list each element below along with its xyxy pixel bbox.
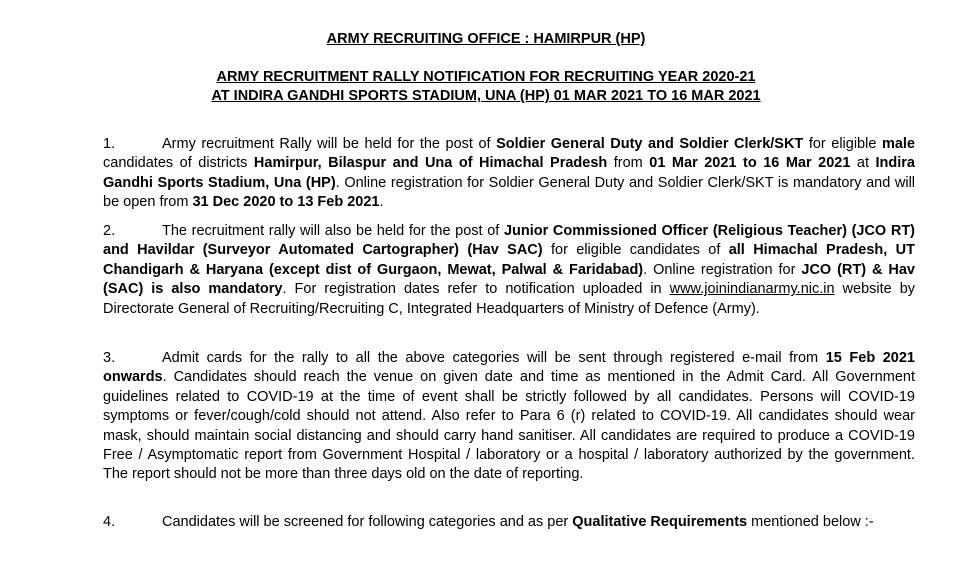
text-run: from [607, 155, 650, 172]
notification-title-line1: ARMY RECRUITMENT RALLY NOTIFICATION FOR RECRUITING YEAR 2020-21 [216, 69, 756, 85]
notification-title-line2: AT INDIRA GANDHI SPORTS STADIUM, UNA (HP) 01 MAR 2021 TO 16 MAR 2021 [211, 88, 761, 104]
text-run: for eligible [803, 136, 882, 152]
bold-text-run: 31 Dec 2020 to 13 Feb 2021 [192, 194, 380, 211]
text-run: Candidates will be screened for following categories and as per [162, 514, 573, 530]
paragraph-2 [103, 222, 915, 319]
bold-text-run: Hamirpur, Bilaspur and Una of Himachal Pradesh [253, 155, 608, 172]
text-run: . Candidates should reach the venue on given date and time as mentioned in the Admit Card. All Government guidelines related to COVID-19 at the time of event shall be strictly followed by all candidates. Persons will COVID-19 symptoms or fever/cough/cold should not attend. Also refer to Para 6 (r) related to COVID-19. All candidates should wear mask, should maintain social distancing and should carry hand sanitiser. All candidates are required to produce a COVID-19 Free / Asymptomatic report from Government Hospital / laboratory or a hospital / laboratory authorized by the government. The report should not be more than three days old on the date of reporting. [103, 369, 915, 483]
text-run: . For registration dates refer to notification uploaded in [282, 281, 670, 298]
bold-text-run: JCO (RT) & Hav (SAC) is also mandatory [103, 261, 915, 298]
bold-text-run: Qualitative Requirements [572, 514, 748, 530]
joinindianarmy-link[interactable]: www.joinindianarmy.nic.in [669, 281, 835, 298]
paragraph-number: 1. [103, 136, 116, 152]
paragraph-number: 4. [103, 514, 116, 530]
text-run: website by Directorate General of Recruiting/Recruiting C, Integrated Headquarters of Ministry of Defence (Army). [103, 281, 916, 317]
bold-text-run: male [881, 136, 915, 152]
office-title: ARMY RECRUITING OFFICE : HAMIRPUR (HP) [326, 31, 646, 47]
text-run: Army recruitment Rally will be held for the post of [162, 136, 497, 152]
bold-text-run: 15 Feb 2021 onwards [103, 350, 915, 386]
paragraph-3 [103, 349, 915, 485]
text-run: mentioned below :- [747, 514, 874, 530]
paragraph-4 [103, 513, 915, 532]
paragraph-number: 2. [103, 223, 116, 239]
paragraph-1 [103, 135, 915, 213]
bold-text-run: all Himachal Pradesh, UT Chandigarh & Haryana (except dist of Gurgaon, Mewat, Palwal & Faridabad) [103, 242, 915, 278]
text-run: Admit cards for the rally to all the above categories will be sent through registered e-mail from [162, 350, 826, 366]
bold-text-run: 01 Mar 2021 to 16 Mar 2021 [649, 155, 851, 172]
bold-text-run: Soldier General Duty and Soldier Clerk/SKT [496, 136, 804, 152]
bold-text-run: Junior Commissioned Officer (Religious Teacher) (JCO RT) and Havildar (Surveyor Automated Cartographer) (Hav SAC) [103, 223, 916, 259]
text-run: . [379, 194, 384, 211]
text-run: at [850, 155, 876, 172]
paragraph-number: 3. [103, 350, 116, 366]
text-run: . Online registration for Soldier General Duty and Soldier Clerk/SKT is mandatory and will be open from [103, 174, 916, 211]
text-run: for eligible candidates of [542, 242, 729, 259]
text-run: The recruitment rally will also be held for the post of [162, 223, 504, 239]
text-run: . Online registration for [643, 261, 802, 278]
text-run: candidates of districts [103, 155, 254, 172]
bold-text-run: Indira Gandhi Sports Stadium, Una (HP) [103, 155, 915, 191]
